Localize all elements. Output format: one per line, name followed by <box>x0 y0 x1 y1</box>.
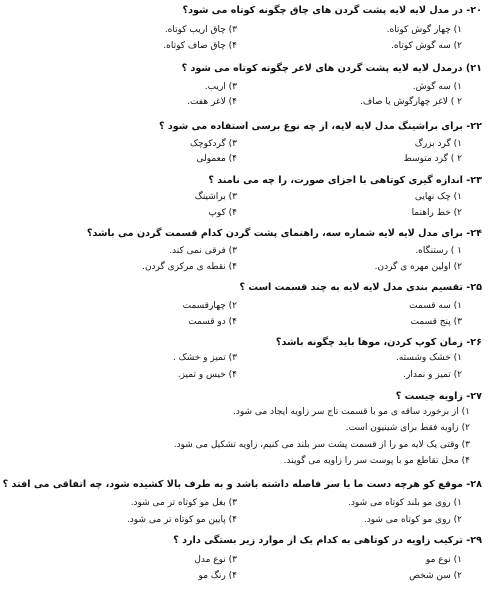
options-row <box>6 80 482 94</box>
options-row <box>6 23 482 37</box>
answer-option[interactable]: ۲) زاویه فقط برای شینیون است. <box>345 423 470 433</box>
answer-option[interactable]: ۳) نوع مدل <box>194 555 237 565</box>
answer-option[interactable]: ۱) سه قسمت <box>409 301 462 311</box>
answer-option[interactable]: ۲ ) گرد متوسط <box>403 154 462 164</box>
answer-option[interactable]: ۳) فرقی نمی کند. <box>169 246 237 256</box>
question-title: ۲۳- اندازه گیری کوتاهی با اجزای صورت، را چه می نامند ؟ <box>208 175 482 186</box>
options-row <box>6 496 482 510</box>
answer-option[interactable]: ۴) کوپ <box>208 208 237 218</box>
options-row <box>6 152 482 166</box>
answer-option[interactable]: ۲) خط راهنما <box>411 208 462 218</box>
question-title: ۲۵- تقسیم بندی مدل لایه لایه به چند قسمت است ؟ <box>239 282 482 293</box>
answer-option[interactable]: ۴) رنگ مو <box>198 571 237 581</box>
answer-option[interactable]: ۳) گردکوچک <box>189 139 237 149</box>
options-row <box>6 190 482 204</box>
question-title: ۲۹- ترکیب زاویه در کوتاهی به کدام یک از موارد زیر بستگی دارد ؟ <box>173 535 482 546</box>
options-row <box>6 299 482 313</box>
answer-option[interactable]: ۴) محل تقاطع مو با پوست سر را زاویه می گویند. <box>283 456 470 466</box>
options-row <box>6 95 482 109</box>
answer-option[interactable]: ۱) روی مو بلند کوتاه می شود. <box>348 498 462 508</box>
options-row <box>6 569 482 583</box>
answer-option[interactable]: ۱) گرد بزرگ <box>414 139 462 149</box>
answer-option[interactable]: ۴) پایین مو کوتاه تر می شود. <box>126 515 237 525</box>
answer-option[interactable]: ۱) از برخورد ساقه ی مو با قسمت تاج سر زاویه ایجاد می شود. <box>232 407 470 417</box>
answer-option[interactable]: ۲) چهارقسمت <box>182 301 237 311</box>
options-row <box>6 137 482 151</box>
question-title: ۲۴- برای مدل لایه لایه شماره سه، راهنمای پشت گردن کدام قسمت گردن می باشد؟ <box>86 228 482 239</box>
answer-option[interactable]: ۳) اریب. <box>204 82 237 92</box>
answer-option[interactable]: ۱) نوع مو <box>425 555 462 565</box>
answer-option[interactable]: ۲) سه گوش کوتاه. <box>391 41 462 51</box>
options-row <box>6 351 482 365</box>
question-title: ۲۶- زمان کوپ کردن، موها باید چگونه باشد؟ <box>275 337 482 348</box>
options-row <box>6 315 482 329</box>
options-row <box>6 39 482 53</box>
answer-option[interactable]: ۴) نقطه ی مرکزی گردن. <box>142 262 237 272</box>
answer-option[interactable]: ۱ ) رستنگاه. <box>415 246 462 256</box>
options-row <box>6 260 482 274</box>
answer-option[interactable]: ۳) وقتی یک لایه مو را از قسمت پشت سر بلند می کنیم، زاویه تشکیل می شود. <box>173 440 470 450</box>
question-title: ۲۰- در مدل لایه لایه پشت گردن های چاق چگونه کوتاه می شود؟ <box>182 5 482 16</box>
question-title: ۲۸- موقع کو هرچه دست ما با سر فاصله داشته باشد و به طرف بالا کشیده شود، چه اتفاقی می افتد ؟ <box>2 479 482 490</box>
options-row <box>6 244 482 258</box>
answer-option[interactable]: ۴) چاق صاف کوتاه. <box>163 41 237 51</box>
answer-option[interactable]: ۳) چاق اریب کوتاه. <box>164 25 237 35</box>
question-title: ۲۷- زاویه چیست ؟ <box>395 391 482 402</box>
answer-option[interactable]: ۲) سن شخص <box>409 571 462 581</box>
answer-option[interactable]: ۳) پنج قسمت <box>410 317 462 327</box>
answer-option[interactable]: ۴) دو قسمت <box>188 317 237 327</box>
answer-option[interactable]: ۲ ) لاغر چهارگوش یا صاف. <box>359 97 462 107</box>
answer-option[interactable]: ۲) روی مو کوتاه می شود. <box>363 515 462 525</box>
answer-option[interactable]: ۱) چک نهایی <box>414 192 462 202</box>
answer-option[interactable]: ۳) تمیز و خشک . <box>172 353 237 363</box>
answer-option[interactable]: ۳) براشینگ <box>194 192 237 202</box>
answer-option[interactable]: ۴) خیس و تمیز. <box>177 370 237 380</box>
question-title: ۲۲- برای براشینگ مدل لایه لایه، از چه نوع برسی استفاده می شود ؟ <box>158 121 482 132</box>
options-row <box>6 513 482 527</box>
answer-option[interactable]: ۴) معمولی <box>196 154 237 164</box>
answer-option[interactable]: ۳) بغل مو کوتاه تر می شود. <box>130 498 237 508</box>
options-row <box>6 368 482 382</box>
question-title: ۲۱) درمدل لایه لایه پشت گردن های لاغر چگونه کوتاه می شود ؟ <box>181 63 482 74</box>
answer-option[interactable]: ۱) خشک وشسته. <box>395 353 462 363</box>
answer-option[interactable]: ۲) اولین مهره ی گردن. <box>374 262 462 272</box>
options-row <box>6 206 482 220</box>
answer-option[interactable]: ۱) سه گوش. <box>412 82 462 92</box>
answer-option[interactable]: ۲) تمیز و نمدار. <box>403 370 462 380</box>
answer-option[interactable]: ۱) چهار گوش کوتاه. <box>386 25 462 35</box>
options-row <box>6 553 482 567</box>
answer-option[interactable]: ۴) لاغر هفت. <box>187 97 237 107</box>
